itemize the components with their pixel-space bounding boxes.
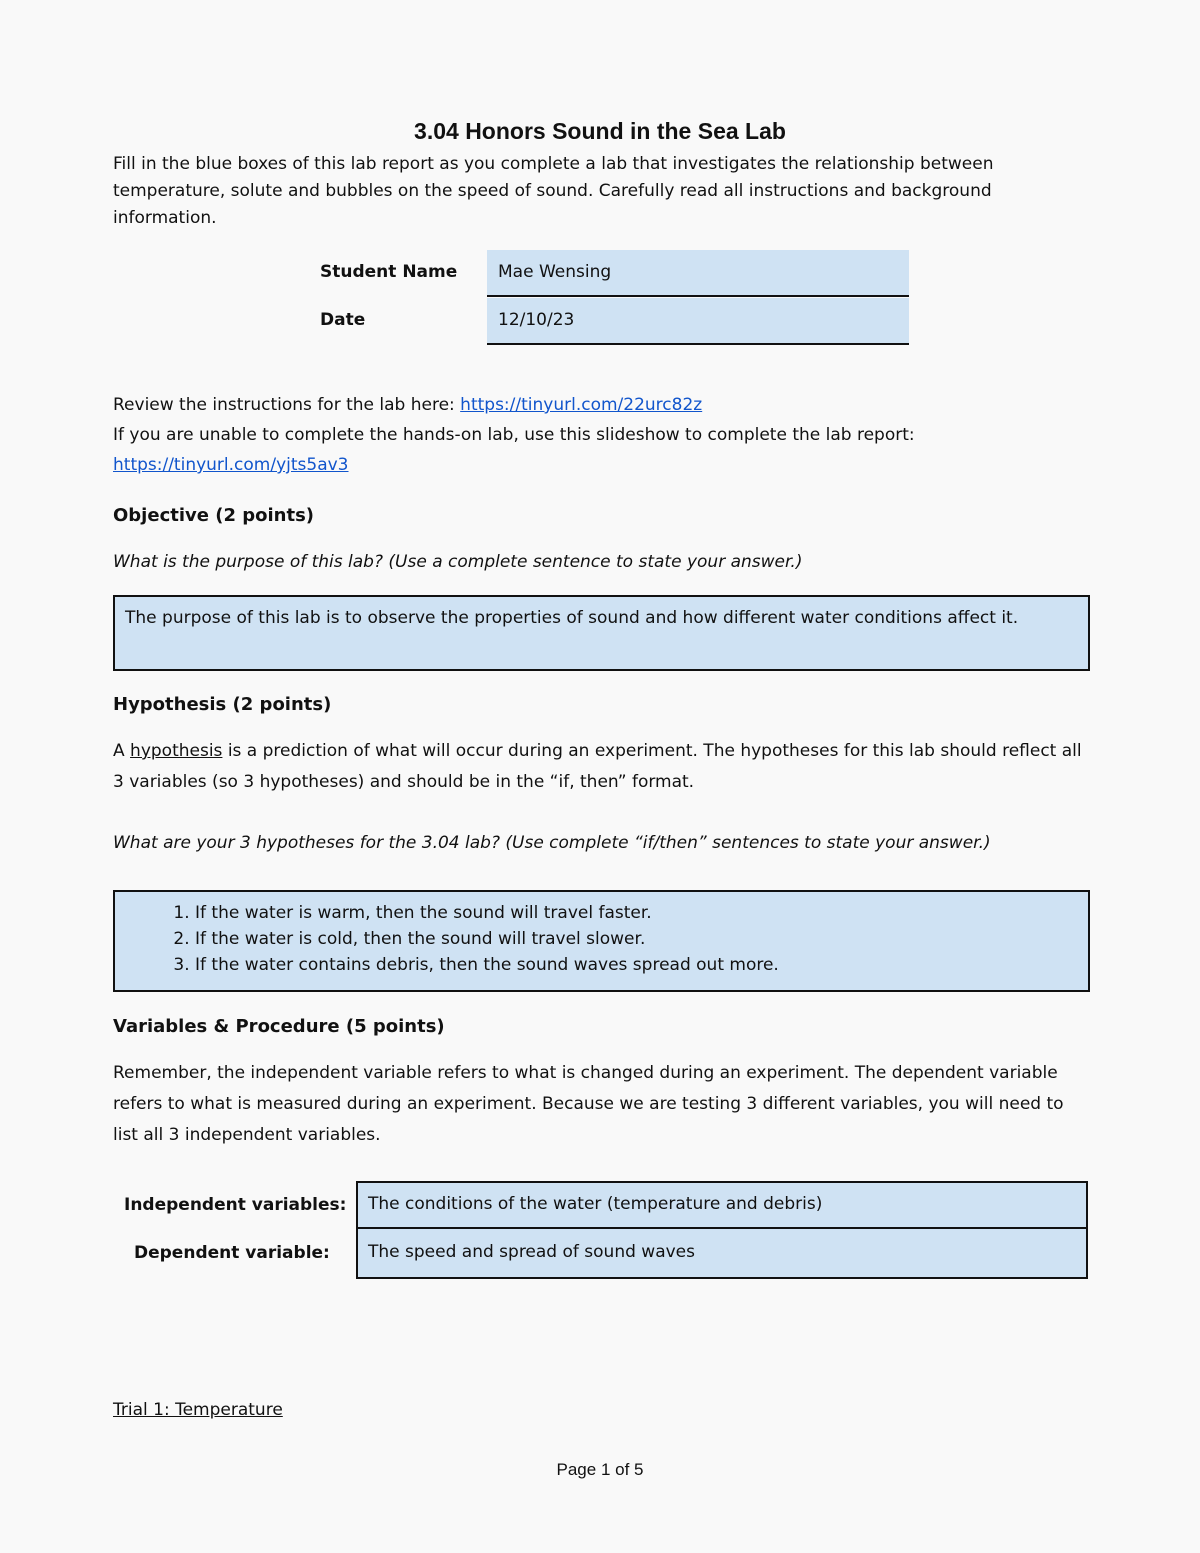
- variables-text: Remember, the independent variable refers to what is changed during an experiment. The dependent variable refers to what is measured during an experiment. Because we are testing 3 different variables, you will need to list all 3 independent variables.: [113, 1063, 1064, 1145]
- independent-field[interactable]: The conditions of the water (temperature and debris): [356, 1181, 1088, 1229]
- hypothesis-text: [113, 736, 1088, 798]
- links-section: [113, 390, 1088, 480]
- hypothesis-heading: Hypothesis (2 points): [113, 694, 332, 715]
- independent-label: Independent variables:: [124, 1195, 347, 1215]
- variables-heading: Variables & Procedure (5 points): [113, 1016, 445, 1037]
- hypothesis-text-b: is a prediction of what will occur during an experiment. The hypotheses for this lab should reflect all 3 variables (so 3 hypotheses) and should be in the “if, then” format.: [113, 741, 1082, 792]
- page-title: 3.04 Honors Sound in the Sea Lab: [414, 118, 786, 144]
- date-field[interactable]: 12/10/23: [487, 298, 909, 345]
- student-name-field[interactable]: Mae Wensing: [487, 250, 909, 297]
- trial-heading: Trial 1: Temperature: [113, 1400, 283, 1420]
- hypothesis-item: 2. If the water is cold, then the sound will travel slower.: [195, 926, 1078, 952]
- review-text: Review the instructions for the lab here:: [113, 395, 461, 415]
- slideshow-link[interactable]: https://tinyurl.com/yjts5av3: [113, 455, 349, 475]
- hypothesis-item: 1. If the water is warm, then the sound will travel faster.: [195, 900, 1078, 926]
- instructions-link[interactable]: https://tinyurl.com/22urc82z: [460, 395, 703, 415]
- hypothesis-item: 3. If the water contains debris, then the sound waves spread out more.: [195, 952, 1078, 978]
- hypothesis-text-a: A: [113, 741, 131, 761]
- hypothesis-term: hypothesis: [130, 741, 223, 761]
- intro-text: Fill in the blue boxes of this lab report as you complete a lab that investigates the relationship between temperature, solute and bubbles on the speed of sound. Carefully read all instructions and background information.: [113, 154, 994, 228]
- objective-heading: Objective (2 points): [113, 505, 315, 526]
- student-name-label: Student Name: [320, 262, 458, 282]
- unable-text: If you are unable to complete the hands-on lab, use this slideshow to complete the lab report:: [113, 425, 915, 445]
- hypothesis-answer-box[interactable]: [113, 890, 1090, 992]
- dependent-label: Dependent variable:: [134, 1243, 330, 1263]
- date-label: Date: [320, 310, 366, 330]
- objective-answer-box[interactable]: The purpose of this lab is to observe the properties of sound and how different water conditions affect it.: [113, 595, 1090, 671]
- page-footer: Page 1 of 5: [556, 1460, 644, 1479]
- objective-prompt: What is the purpose of this lab? (Use a complete sentence to state your answer.): [113, 552, 803, 572]
- hypothesis-prompt: What are your 3 hypotheses for the 3.04 lab? (Use complete “if/then” sentences to state your answer.): [113, 833, 991, 853]
- dependent-field[interactable]: The speed and spread of sound waves: [356, 1229, 1088, 1279]
